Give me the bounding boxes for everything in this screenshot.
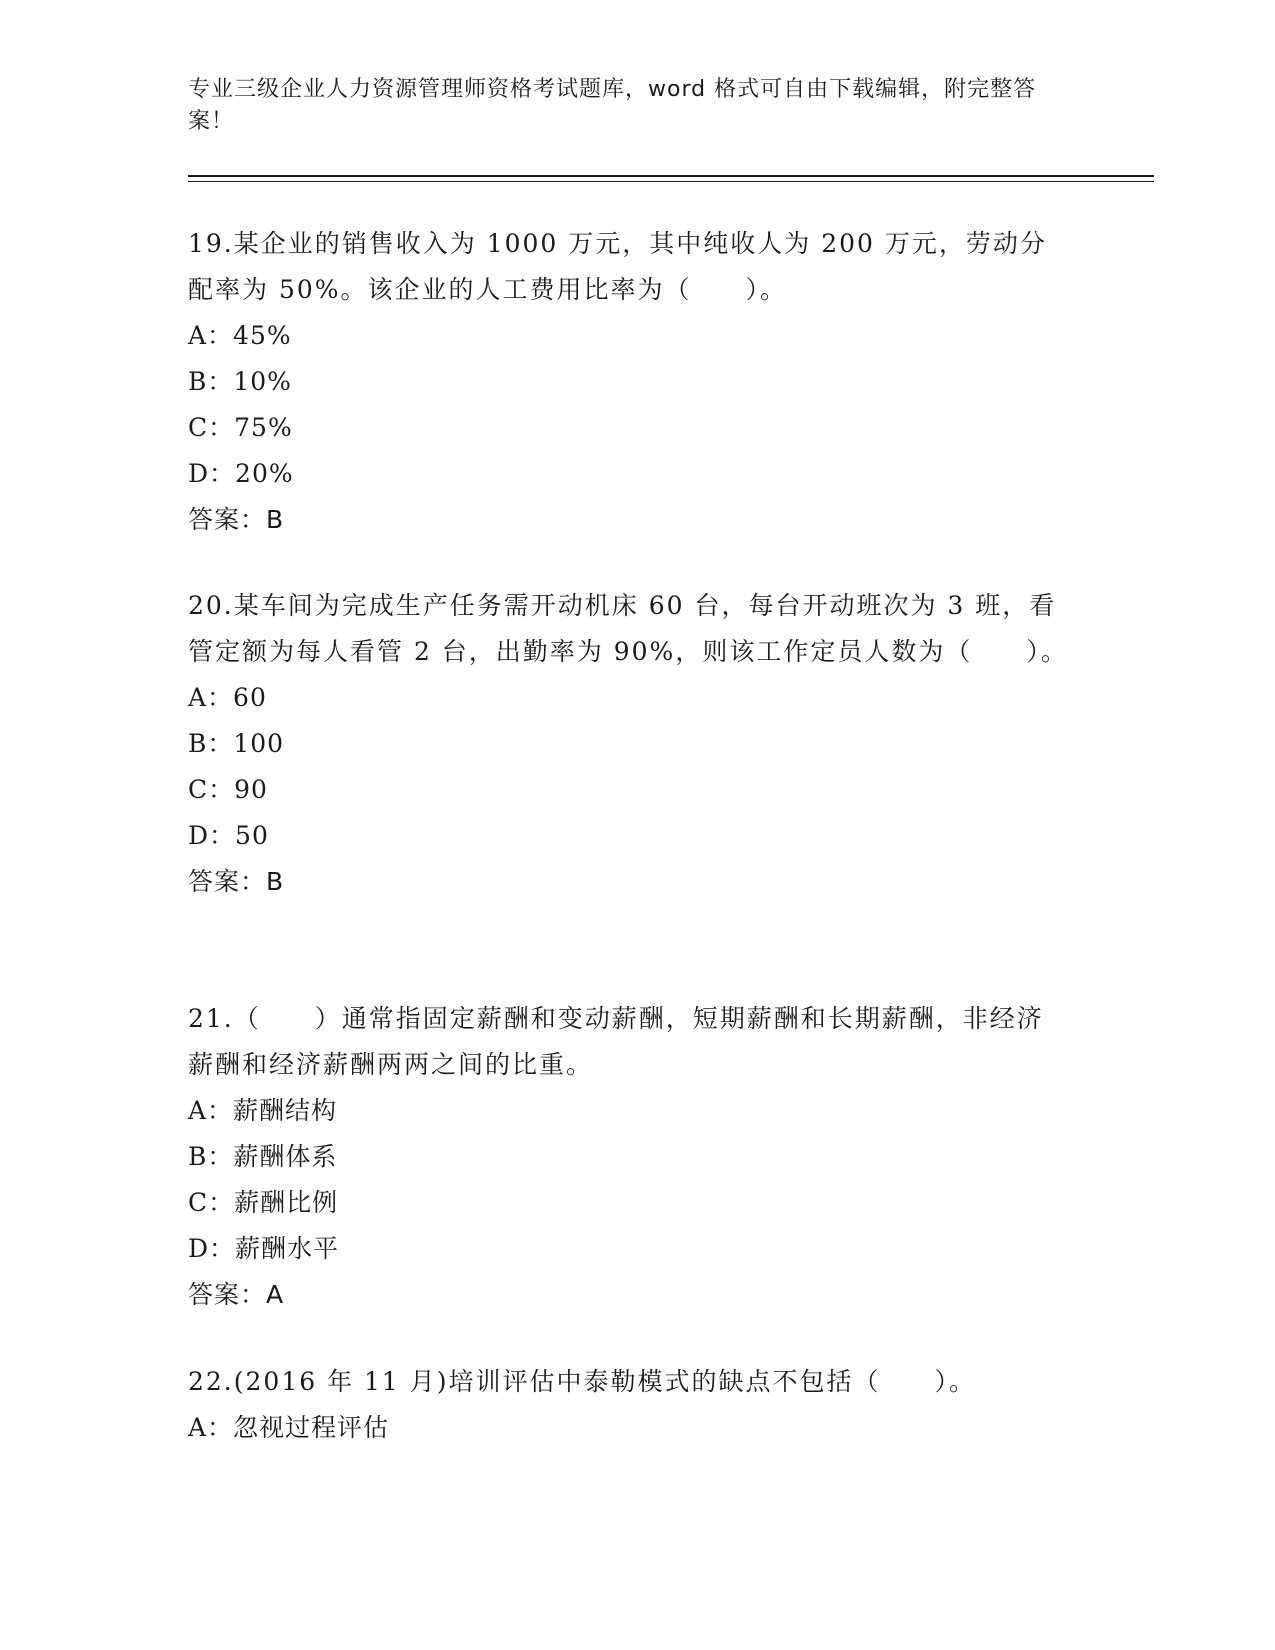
- header-rule-thin: [188, 181, 1154, 182]
- question-20: [188, 583, 1068, 905]
- option-b: B：薪酬体系: [188, 1142, 338, 1171]
- option-d: D：20%: [188, 459, 294, 488]
- option-b: B：100: [188, 729, 285, 758]
- option-c: C：薪酬比例: [188, 1188, 339, 1217]
- question-19: [188, 221, 1068, 543]
- option-c: C：90: [188, 775, 268, 804]
- option-a: A：薪酬结构: [188, 1096, 338, 1125]
- option-c: C：75%: [188, 413, 293, 442]
- option-a: A：60: [188, 683, 267, 712]
- question-22: [188, 1359, 1068, 1451]
- option-b: B：10%: [188, 367, 292, 396]
- page-header: 专业三级企业人力资源管理师资格考试题库，word 格式可自由下载编辑，附完整答案！: [188, 77, 1037, 134]
- question-21: [188, 996, 1068, 1318]
- question-stem: 19.某企业的销售收入为 1000 万元，其中纯收人为 200 万元，劳动分配率为 50%。该企业的人工费用比率为（ ）。: [188, 229, 1047, 304]
- answer-label: 答案：B: [188, 505, 285, 534]
- question-stem: 20.某车间为完成生产任务需开动机床 60 台，每台开动班次为 3 班，看管定额为每人看管 2 台，出勤率为 90%，则该工作定员人数为（ ）。: [188, 591, 1068, 666]
- header-rule-thick: [188, 175, 1154, 177]
- question-stem: 22.(2016 年 11 月)培训评估中泰勒模式的缺点不包括（ ）。: [188, 1367, 977, 1396]
- question-stem: 21.（ ）通常指固定薪酬和变动薪酬，短期薪酬和长期薪酬，非经济薪酬和经济薪酬两两之间的比重。: [188, 1004, 1044, 1079]
- answer-label: 答案：A: [188, 1280, 285, 1309]
- option-d: D：50: [188, 821, 269, 850]
- option-a: A：45%: [188, 321, 292, 350]
- answer-label: 答案：B: [188, 867, 285, 896]
- option-d: D：薪酬水平: [188, 1234, 340, 1263]
- option-a: A：忽视过程评估: [188, 1413, 390, 1442]
